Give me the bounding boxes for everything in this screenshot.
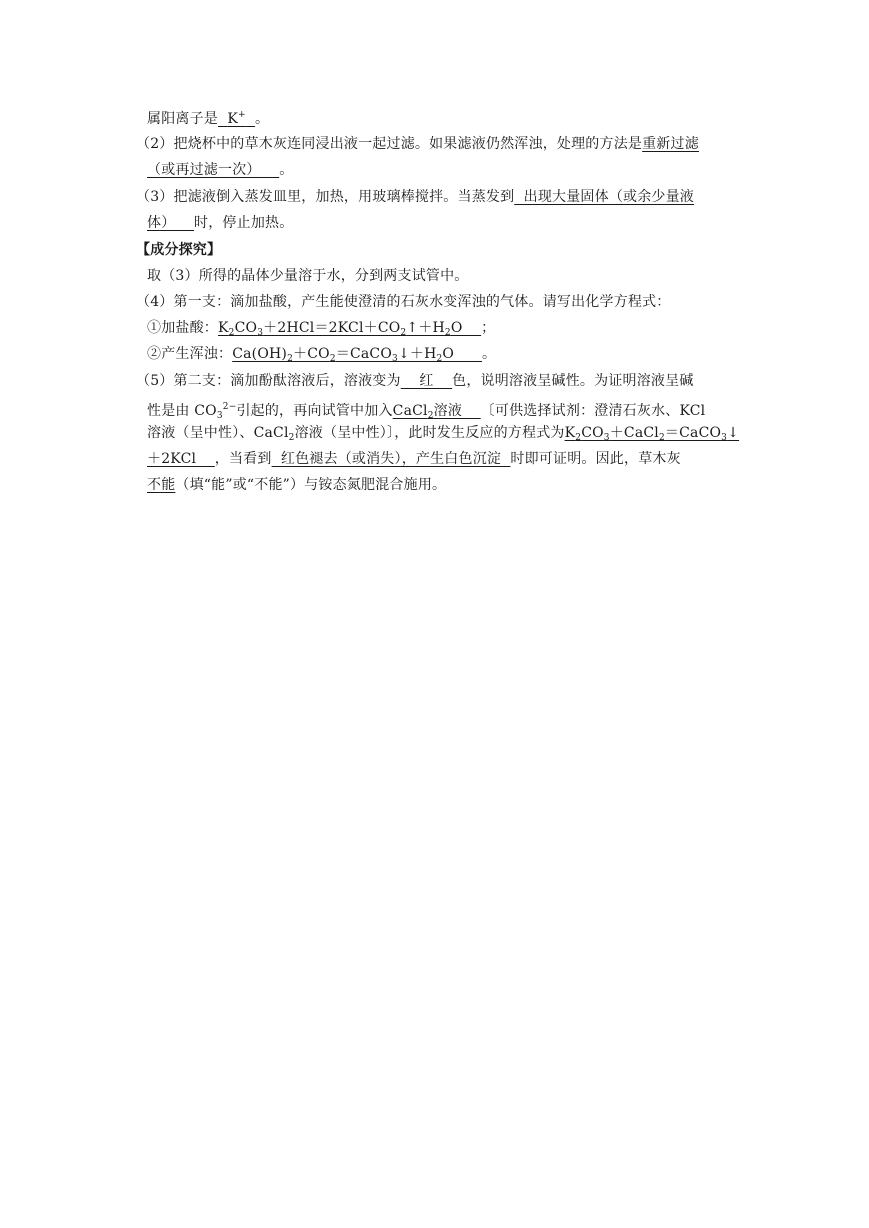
q4-equation-1-answer: $K_2CO_3+2HCl=2KCl+CO_2↑+H_2O$ <box>218 320 482 338</box>
q4-equation-2-answer: $Ca(OH)_2+CO_2=CaCO_3↓+H_2O$ <box>232 346 483 364</box>
q5-line-4: ＋2KCl ，当看到 红色褪去（或消失），产生白色沉淀 时即可证明。因此，草木灰 <box>147 451 681 467</box>
q5-color-answer: 红 <box>400 373 453 389</box>
q3-answer-part2: 体） <box>147 215 195 231</box>
q2-answer-part2: （或再过滤一次） <box>147 162 280 178</box>
q5-conclusion-answer: 不能 <box>147 477 176 493</box>
q3-answer-part1: 出现大量固体（或余少量液 <box>514 189 695 205</box>
q2-line-2: （或再过滤一次） 。 <box>147 162 294 178</box>
q5-equation-answer: $K_2CO_3+CaCl_2=CaCO_3↓$ <box>564 425 740 443</box>
q5-line-1: （5）第二支：滴加酚酞溶液后，溶液变为 红 色，说明溶液呈碱性。为证明溶液呈碱 <box>136 373 694 389</box>
q4-equation-2: ②产生浑浊：$Ca(OH)_2+CO_2=CaCO_3↓+H_2O$ 。 <box>147 346 497 364</box>
q1-tail-text: 属阳离子是 <box>147 111 218 127</box>
q2-line-1 <box>136 134 699 154</box>
q4-question-text: （4）第一支：滴加盐酸，产生能使澄清的石灰水变浑浊的气体。请写出化学方程式： <box>136 294 671 310</box>
q2-question-text: （2）把烧杯中的草木灰连同浸出液一起过滤。如果滤液仍然浑浊，处理的方法是 <box>136 136 643 152</box>
q5-line-5: 不能（填“能”或“不能”）与铵态氮肥混合施用。 <box>147 477 447 493</box>
q5-line-3: 溶液（呈中性）、CaCl$_2$溶液（呈中性）〕，此时发生反应的方程式为$K_2CO_3+CaCl_2=CaCO_3↓$ <box>147 425 740 443</box>
q3-line-2: 体） 时，停止加热。 <box>147 215 294 231</box>
q5-equation-answer-tail: ＋2KCl <box>147 451 215 467</box>
q4-equation-1: ①加盐酸：$K_2CO_3+2HCl=2KCl+CO_2↑+H_2O$ ； <box>147 320 496 338</box>
q3-line-1 <box>136 187 694 207</box>
q2-answer-part1: 重新过滤 <box>642 136 699 152</box>
q1-tail-line: 属阳离子是 K+ 。 <box>147 110 270 127</box>
intro-text: 取（3）所得的晶体少量溶于水，分到两支试管中。 <box>147 268 469 284</box>
q5-line-2: 性是由 $CO_3^{2-}$引起的，再向试管中加入CaCl$_2$溶液 〔可供选择试剂：澄清石灰水、KCl <box>147 402 706 421</box>
section-title: 【成分探究】 <box>136 242 222 258</box>
q1-answer-blank: K+ <box>227 110 246 127</box>
q3-question-text: （3）把滤液倒入蒸发皿里，加热，用玻璃棒搅拌。当蒸发到 <box>136 189 515 205</box>
q5-reagent-answer: CaCl$_2$溶液 <box>392 403 481 421</box>
q5-observation-answer: 红色褪去（或消失），产生白色沉淀 <box>271 451 511 467</box>
